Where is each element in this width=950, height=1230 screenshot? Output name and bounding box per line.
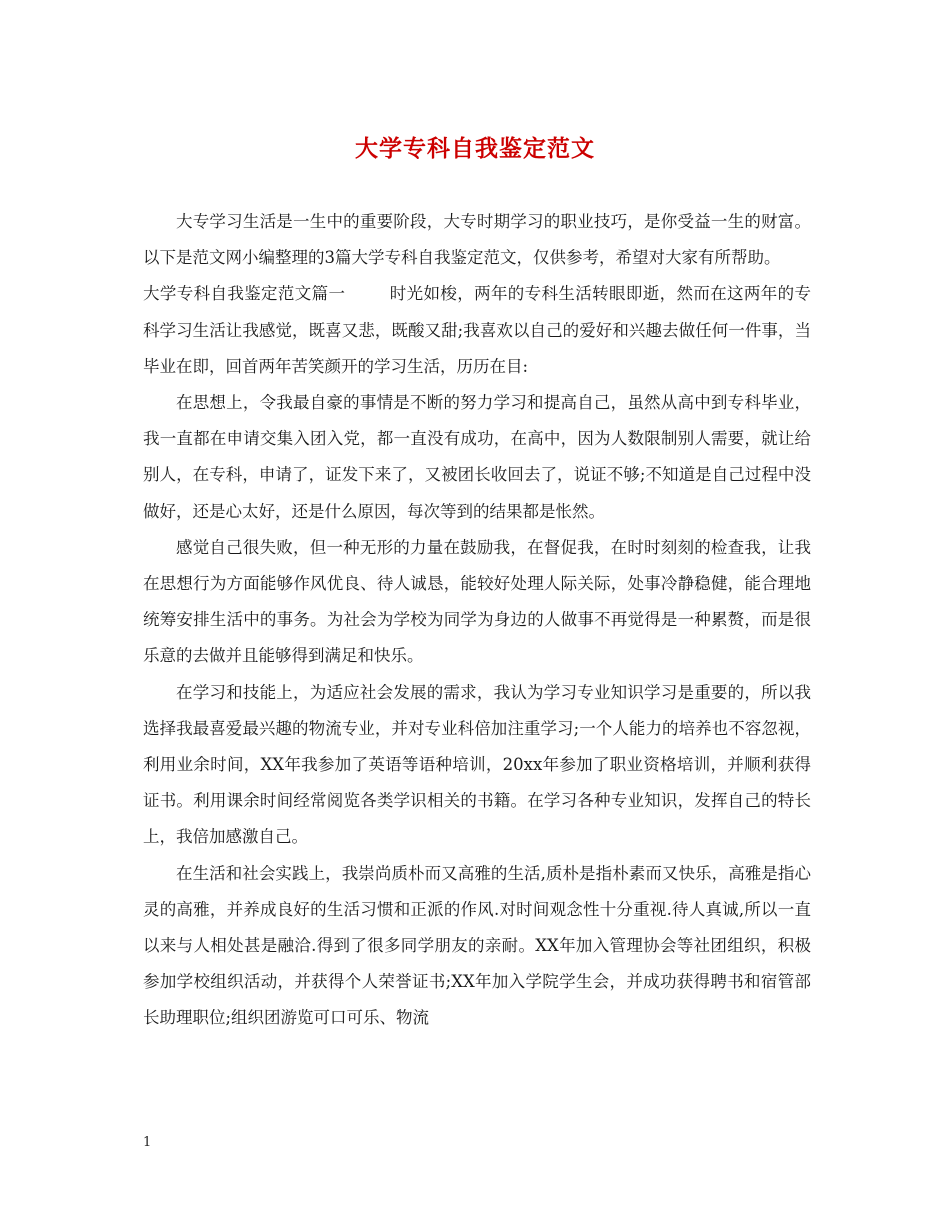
- intro-paragraph: 大专学习生活是一生中的重要阶段，大专时期学习的职业技巧，是你受益一生的财富。以下是范文网小编整理的3篇大学专科自我鉴定范文，仅供参考，希望对大家有所帮助。: [143, 212, 811, 268]
- document-title: 大学专科自我鉴定范文: [355, 135, 595, 162]
- section-text: 时光如梭，两年的专科生活转眼即逝，然而在这两年的专科学习生活让我感觉，既喜又悲，既酸又甜;我喜欢以自己的爱好和兴趣去做任何一件事，当毕业在即，回首两年苦笑颜开的学习生活，历历在目:: [143, 284, 812, 376]
- section-paragraph: [143, 276, 811, 385]
- section-heading: 大学专科自我鉴定范文篇一: [143, 284, 346, 304]
- page-number: 1: [143, 1135, 152, 1150]
- thought-paragraph: 在思想上，令我最自豪的事情是不断的努力学习和提高自己，虽然从高中到专科毕业，我一直都在申请交集入团入党，都一直没有成功，在高中，因为人数限制别人需要，就让给别人，在专科，申请了，证发下来了，又被团长收回去了，说证不够;不知道是自己过程中没做好，还是心太好，还是什么原因，每次等到的结果都是怅然。: [143, 393, 811, 521]
- life-paragraph: 在生活和社会实践上，我崇尚质朴而又高雅的生活,质朴是指朴素而又快乐，高雅是指心灵的高雅，并养成良好的生活习惯和正派的作风.对时间观念性十分重视.待人真诚,所以一直以来与人相处甚是融洽.得到了很多同学朋友的亲耐。XX年加入管理协会等社团组织，积极参加学校组织活动，并获得个人荣誉证书;XX年加入学院学生会，并成功获得聘书和宿管部长助理职位;组织团游览可口可乐、物流: [143, 863, 811, 1028]
- study-paragraph: 在学习和技能上，为适应社会发展的需求，我认为学习专业知识学习是重要的，所以我选择我最喜爱最兴趣的物流专业，并对专业科倍加注重学习;一个人能力的培养也不容忽视，利用业余时间，XX年我参加了英语等语种培训，20xx年参加了职业资格培训，并顺利获得证书。利用课余时间经常阅览各类学识相关的书籍。在学习各种专业知识，发挥自己的特长上，我倍加感激自己。: [143, 682, 811, 847]
- feeling-paragraph: 感觉自己很失败，但一种无形的力量在鼓励我，在督促我，在时时刻刻的检查我，让我在思想行为方面能够作风优良、待人诚恳，能较好处理人际关际，处事冷静稳健，能合理地统筹安排生活中的事务。为社会为学校为同学为身边的人做事不再觉得是一种累赘，而是很乐意的去做并且能够得到满足和快乐。: [143, 537, 811, 666]
- document-body: [143, 204, 811, 1037]
